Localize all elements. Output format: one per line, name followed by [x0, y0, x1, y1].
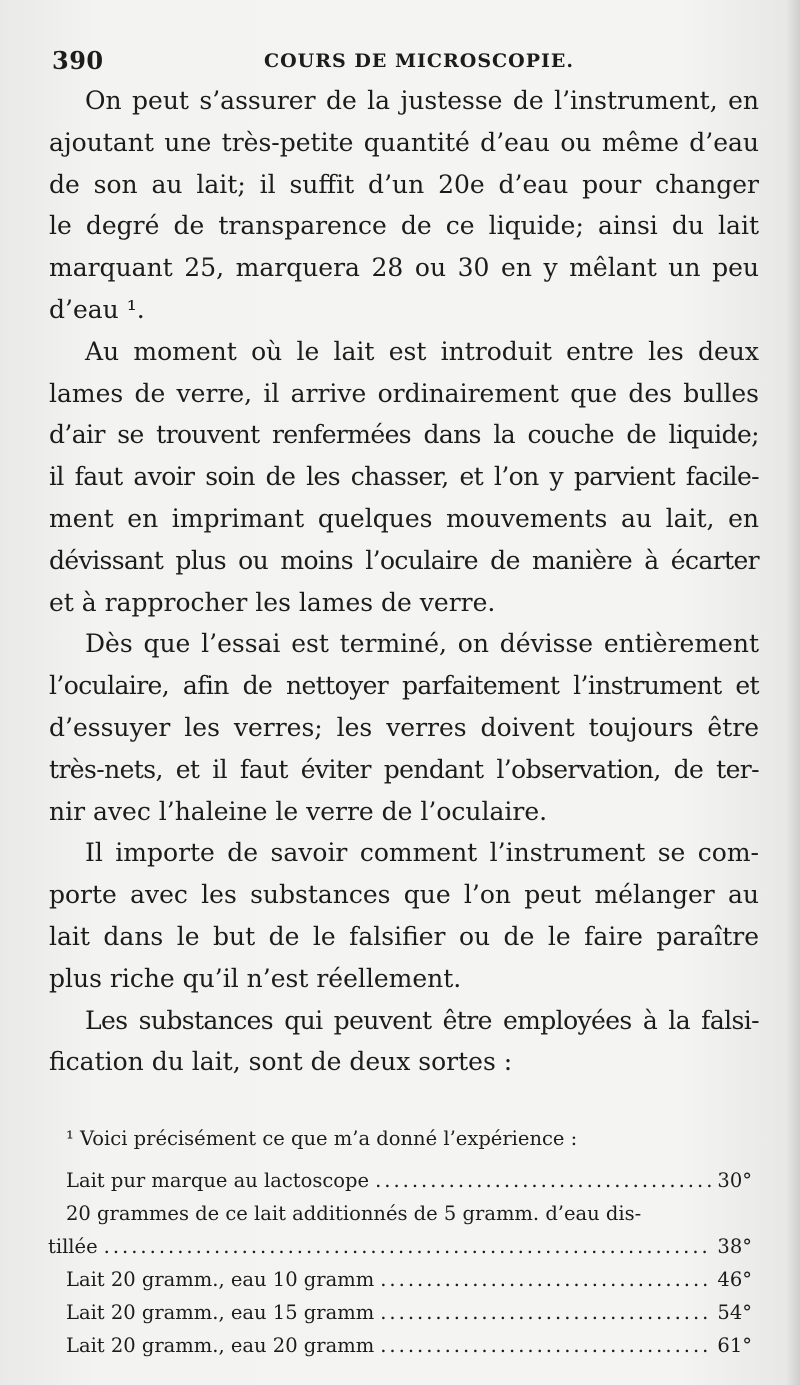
dot-leader: [375, 1164, 711, 1197]
dot-leader: [380, 1263, 711, 1296]
text-line: Les substances qui peuvent être employées à la falsi-: [85, 1005, 759, 1035]
footnote-row: [66, 1263, 752, 1296]
text-line: lames de verre, il arrive ordinairement que des bulles: [49, 378, 759, 408]
footnote-intro: ¹ Voici précisément ce que m’a donné l’expérience :: [66, 1127, 578, 1150]
footnote-row-label: tillée: [48, 1235, 98, 1258]
text-line: nir avec l’haleine le verre de l’oculaire.: [49, 796, 548, 826]
footnote-row-value: 46°: [717, 1268, 752, 1291]
footnote-row: [66, 1296, 752, 1329]
footnote-row-label: Lait 20 gramm., eau 10 gramm: [66, 1268, 375, 1291]
running-title: COURS DE MICROSCOPIE.: [264, 50, 574, 72]
text-line: ment en imprimant quelques mouvements au lait, en: [49, 503, 759, 533]
text-line: plus riche qu’il n’est réellement.: [49, 963, 462, 993]
footnote-row: [66, 1164, 752, 1197]
text-line: le degré de transparence de ce liquide; ainsi du lait: [49, 211, 759, 241]
footnote-row: [66, 1329, 752, 1362]
footnote-row-value: 38°: [717, 1235, 752, 1258]
dot-leader: [380, 1296, 711, 1329]
page-header: [52, 42, 762, 82]
text-line: d’eau ¹.: [49, 294, 145, 324]
main-text: [49, 80, 759, 1083]
footnote-row: [48, 1230, 752, 1263]
text-line: d’air se trouvent renfermées dans la couche de liquide;: [49, 420, 759, 450]
page-gutter-shadow: [786, 0, 800, 1385]
page-number: 390: [52, 46, 104, 75]
footnote-row: [66, 1197, 752, 1230]
text-line: très-nets, et il faut éviter pendant l’observation, de ter-: [49, 754, 759, 784]
dot-leader: [104, 1230, 712, 1263]
text-line: fication du lait, sont de deux sortes :: [49, 1047, 513, 1077]
text-line: marquant 25, marquera 28 ou 30 en y mêlant un peu: [49, 253, 759, 283]
text-line: Il importe de savoir comment l’instrument se com-: [85, 838, 759, 868]
text-line: dévissant plus ou moins l’oculaire de manière à écarter: [49, 545, 759, 575]
footnote-row-label: Lait 20 gramm., eau 20 gramm: [66, 1334, 375, 1357]
text-line: l’oculaire, afin de nettoyer parfaitement l’instrument et: [49, 671, 759, 701]
text-line: ajoutant une très-petite quantité d’eau ou même d’eau: [49, 127, 759, 157]
text-line: Au moment où le lait est introduit entre les deux: [85, 336, 759, 366]
text-line: porte avec les substances que l’on peut mélanger au: [49, 880, 759, 910]
text-line: et à rapprocher les lames de verre.: [49, 587, 496, 617]
footnote-row-value: 30°: [717, 1169, 752, 1192]
footnote: [48, 1122, 752, 1362]
footnote-row-label: Lait 20 gramm., eau 15 gramm: [66, 1301, 375, 1324]
text-line: de son au lait; il suffit d’un 20e d’eau pour changer: [49, 169, 759, 199]
text-line: Dès que l’essai est terminé, on dévisse entièrement: [85, 629, 759, 659]
footnote-row-value: 61°: [717, 1334, 752, 1357]
dot-leader: [380, 1329, 711, 1362]
text-line: lait dans le but de le falsifier ou de le faire paraître: [49, 921, 759, 951]
text-line: il faut avoir soin de les chasser, et l’on y parvient facile-: [49, 462, 759, 492]
footnote-row-label: Lait pur marque au lactoscope: [66, 1169, 370, 1192]
text-line: On peut s’assurer de la justesse de l’instrument, en: [85, 86, 759, 115]
footnote-row-label: 20 grammes de ce lait additionnés de 5 gramm. d’eau dis-: [66, 1202, 642, 1225]
text-line: d’essuyer les verres; les verres doivent toujours être: [49, 712, 759, 742]
footnote-row-value: 54°: [717, 1301, 752, 1324]
